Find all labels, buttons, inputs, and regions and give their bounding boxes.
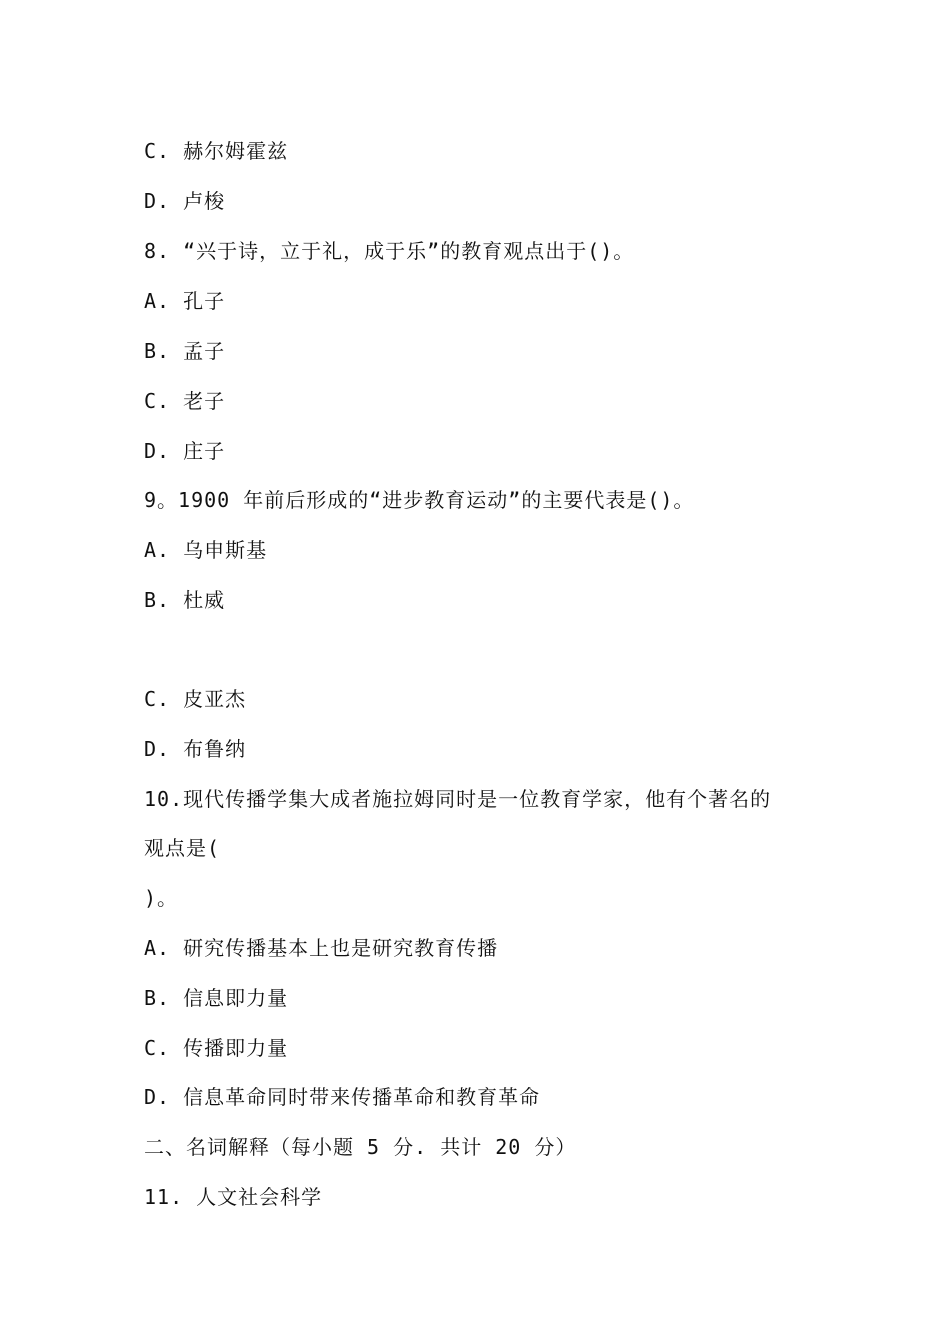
option-a-q10: A. 研究传播基本上也是研究教育传播: [144, 936, 499, 960]
question-10: 10.现代传播学集大成者施拉姆同时是一位教育学家，他有个著名的: [144, 787, 772, 811]
question-10-end: )。: [144, 886, 179, 910]
question-8: 8. “兴于诗，立于礼，成于乐”的教育观点出于()。: [144, 239, 635, 263]
question-11: 11. 人文社会科学: [144, 1185, 323, 1209]
option-c-q8: C. 老子: [144, 389, 226, 413]
option-d-q9: D. 布鲁纳: [144, 737, 247, 761]
option-d-q7: D. 卢梭: [144, 189, 226, 213]
option-b-q9: B. 杜威: [144, 588, 226, 612]
option-c-q10: C. 传播即力量: [144, 1036, 289, 1060]
section-heading: 二、名词解释（每小题 5 分. 共计 20 分）: [144, 1135, 577, 1159]
question-9: 9。1900 年前后形成的“进步教育运动”的主要代表是()。: [144, 488, 695, 512]
option-d-q8: D. 庄子: [144, 439, 226, 463]
option-d-q10: D. 信息革命同时带来传播革命和教育革命: [144, 1085, 541, 1109]
option-b-q8: B. 孟子: [144, 339, 226, 363]
option-a-q8: A. 孔子: [144, 289, 226, 313]
question-10-continued: 观点是(: [144, 836, 221, 860]
option-c-q9: C. 皮亚杰: [144, 687, 247, 711]
option-b-q10: B. 信息即力量: [144, 986, 289, 1010]
option-c-q7: C. 赫尔姆霍兹: [144, 139, 289, 163]
option-a-q9: A. 乌申斯基: [144, 538, 268, 562]
